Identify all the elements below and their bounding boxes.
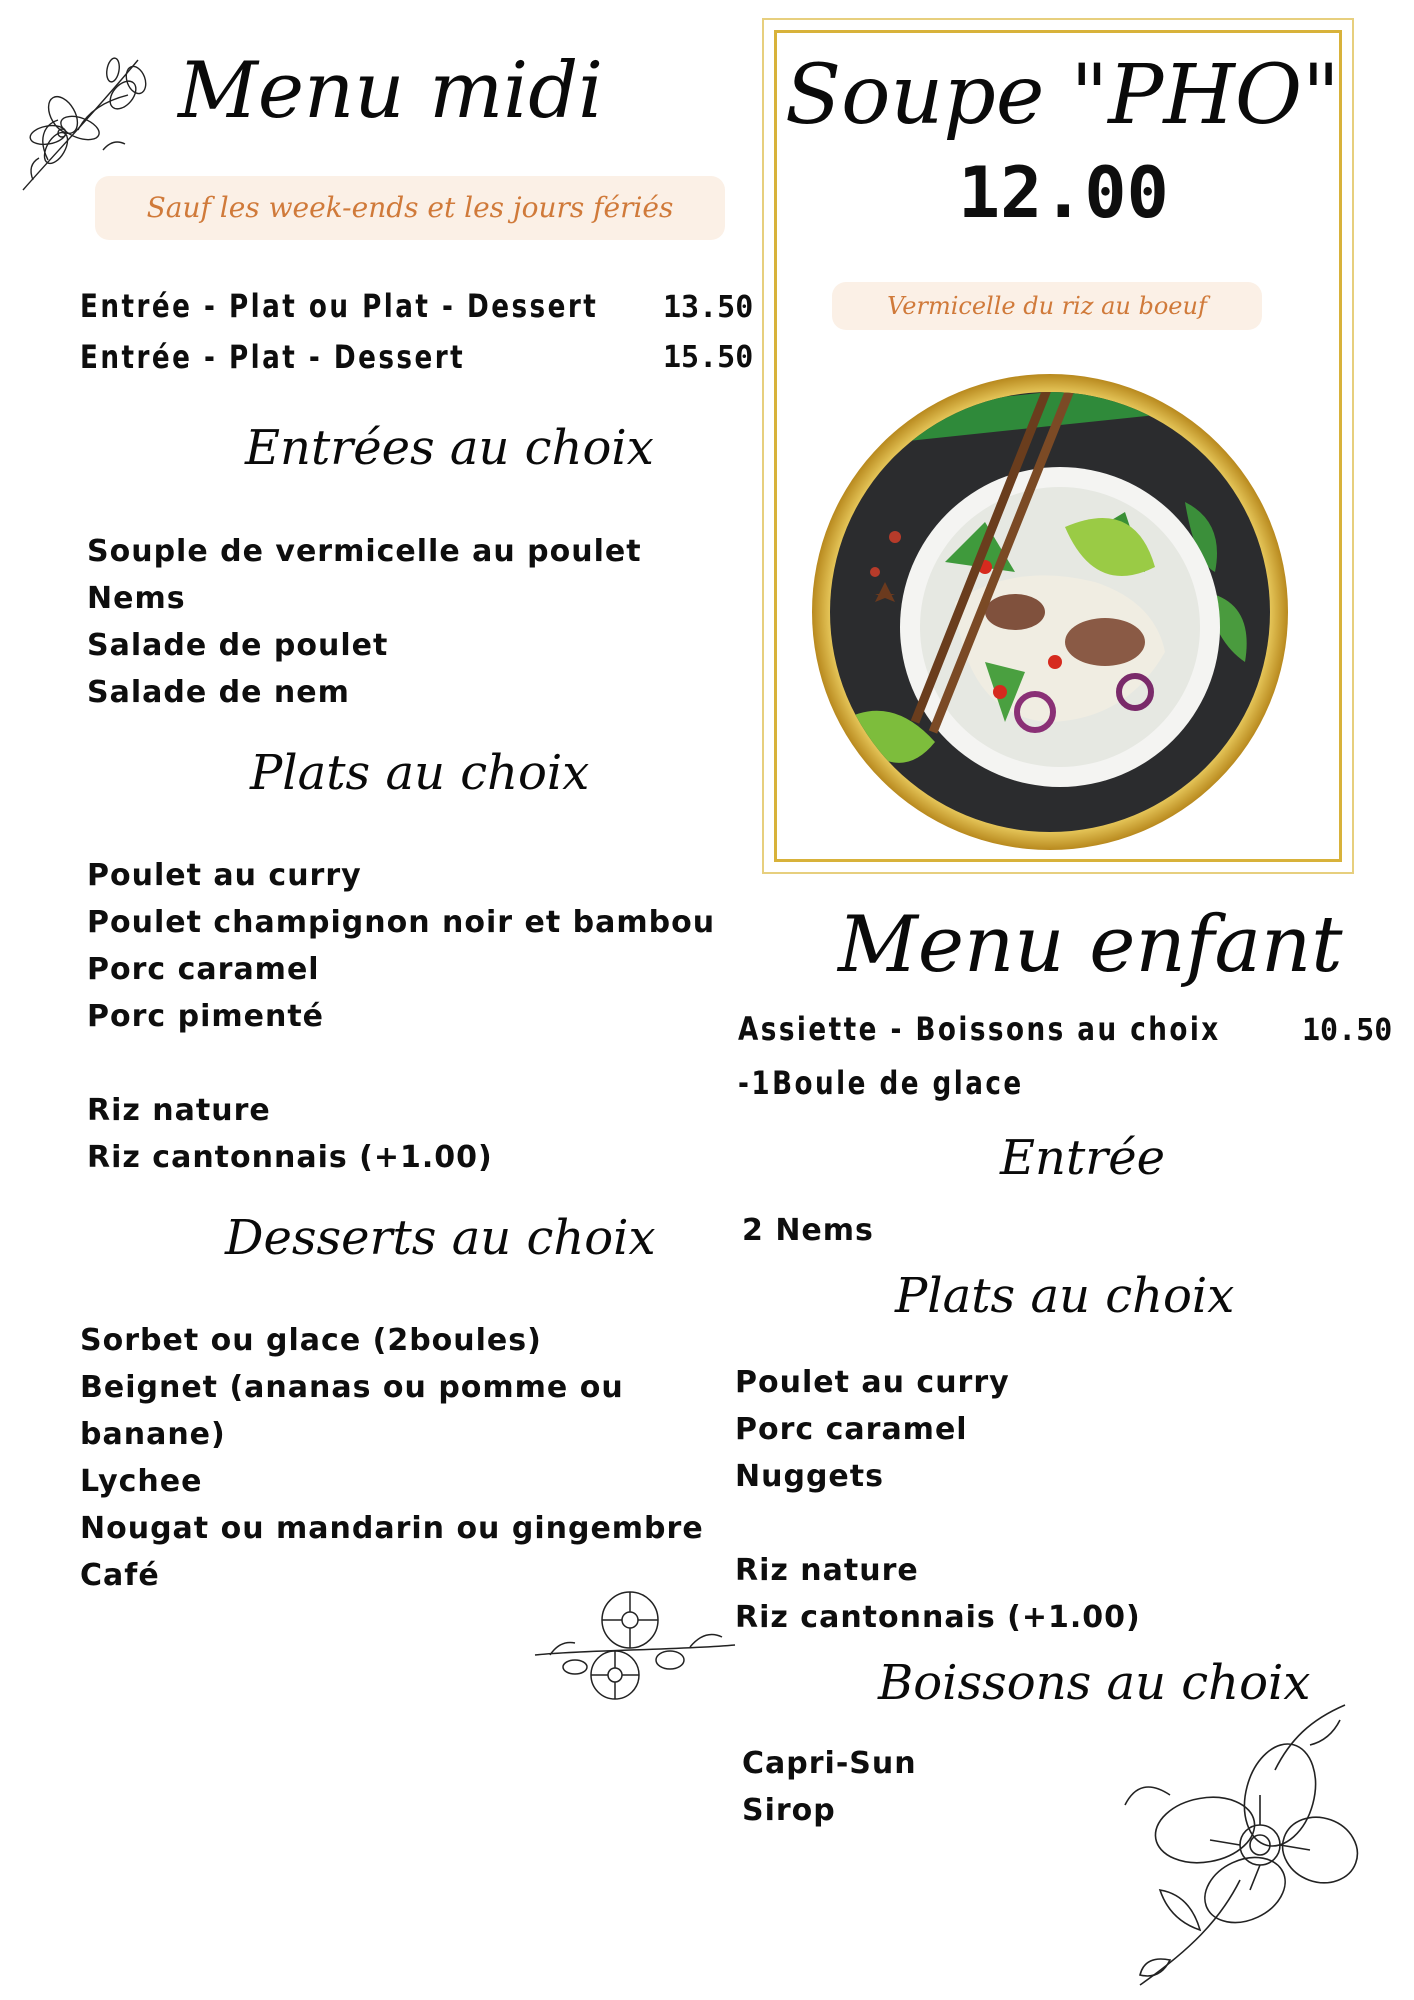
- entrees-heading: Entrées au choix: [245, 420, 654, 476]
- formula-2-price: 15.50: [663, 340, 754, 375]
- formula-1-label: Entrée - Plat ou Plat - Dessert: [80, 287, 599, 325]
- enfant-formula-price: 10.50: [1302, 1013, 1393, 1048]
- entrees-list: [87, 528, 642, 716]
- list-item: Salade de poulet: [87, 628, 389, 663]
- menu-midi-subtitle: Sauf les week-ends et les jours fériés: [95, 176, 725, 240]
- list-item: Porc pimenté: [87, 999, 325, 1034]
- enfant-plats-list: [735, 1359, 1141, 1641]
- list-item: Capri-Sun: [742, 1746, 917, 1781]
- list-item: Salade de nem: [87, 675, 350, 710]
- pho-bowl-photo: [805, 362, 1295, 852]
- list-item: Nems: [87, 581, 186, 616]
- pho-title: Soupe "PHO": [785, 48, 1340, 143]
- list-item: Nuggets: [735, 1459, 884, 1494]
- list-item: Riz nature: [87, 1093, 271, 1128]
- list-item: Porc caramel: [735, 1412, 968, 1447]
- list-item: Café: [80, 1558, 160, 1593]
- plats-list: [87, 852, 715, 1181]
- desserts-list: [80, 1317, 704, 1599]
- list-item: Sorbet ou glace (2boules): [80, 1323, 542, 1358]
- list-item: Poulet au curry: [735, 1365, 1010, 1400]
- flower-cluster-icon: [530, 1575, 740, 1720]
- list-item: banane): [80, 1417, 226, 1452]
- list-item: Souple de vermicelle au poulet: [87, 534, 642, 569]
- list-spacer: [735, 1500, 1141, 1547]
- list-item: Riz cantonnais (+1.00): [735, 1600, 1141, 1635]
- menu-enfant-title: Menu enfant: [838, 900, 1343, 990]
- formula-2-label: Entrée - Plat - Dessert: [80, 338, 466, 376]
- enfant-boissons-heading: Boissons au choix: [878, 1655, 1311, 1711]
- desserts-heading: Desserts au choix: [225, 1210, 656, 1266]
- list-item: Poulet champignon noir et bambou: [87, 905, 716, 940]
- menu-midi-title: Menu midi: [178, 46, 604, 136]
- list-item: Poulet au curry: [87, 858, 362, 893]
- list-item: Nougat ou mandarin ou gingembre: [80, 1511, 704, 1546]
- enfant-boissons-list: [742, 1740, 917, 1834]
- list-item: 2 Nems: [742, 1213, 874, 1248]
- flower-sketch-icon: [18, 40, 158, 195]
- list-item: Riz nature: [735, 1553, 919, 1588]
- enfant-formula-line1: Assiette - Boissons au choix: [738, 1010, 1221, 1048]
- list-item: Sirop: [742, 1793, 836, 1828]
- list-spacer: [87, 1040, 715, 1087]
- pho-price: 12.00: [958, 152, 1169, 234]
- enfant-plats-heading: Plats au choix: [895, 1268, 1235, 1324]
- large-flower-icon: [1110, 1700, 1360, 1990]
- formula-1-price: 13.50: [663, 290, 754, 325]
- enfant-entree-heading: Entrée: [1000, 1130, 1165, 1186]
- enfant-entree-list: [742, 1207, 874, 1254]
- list-item: Beignet (ananas ou pomme ou: [80, 1370, 624, 1405]
- pho-subtitle: Vermicelle du riz au boeuf: [832, 282, 1262, 330]
- list-item: Porc caramel: [87, 952, 320, 987]
- list-item: Riz cantonnais (+1.00): [87, 1140, 493, 1175]
- list-item: Lychee: [80, 1464, 203, 1499]
- enfant-formula-line2: -1Boule de glace: [738, 1064, 1024, 1102]
- plats-heading: Plats au choix: [250, 745, 590, 801]
